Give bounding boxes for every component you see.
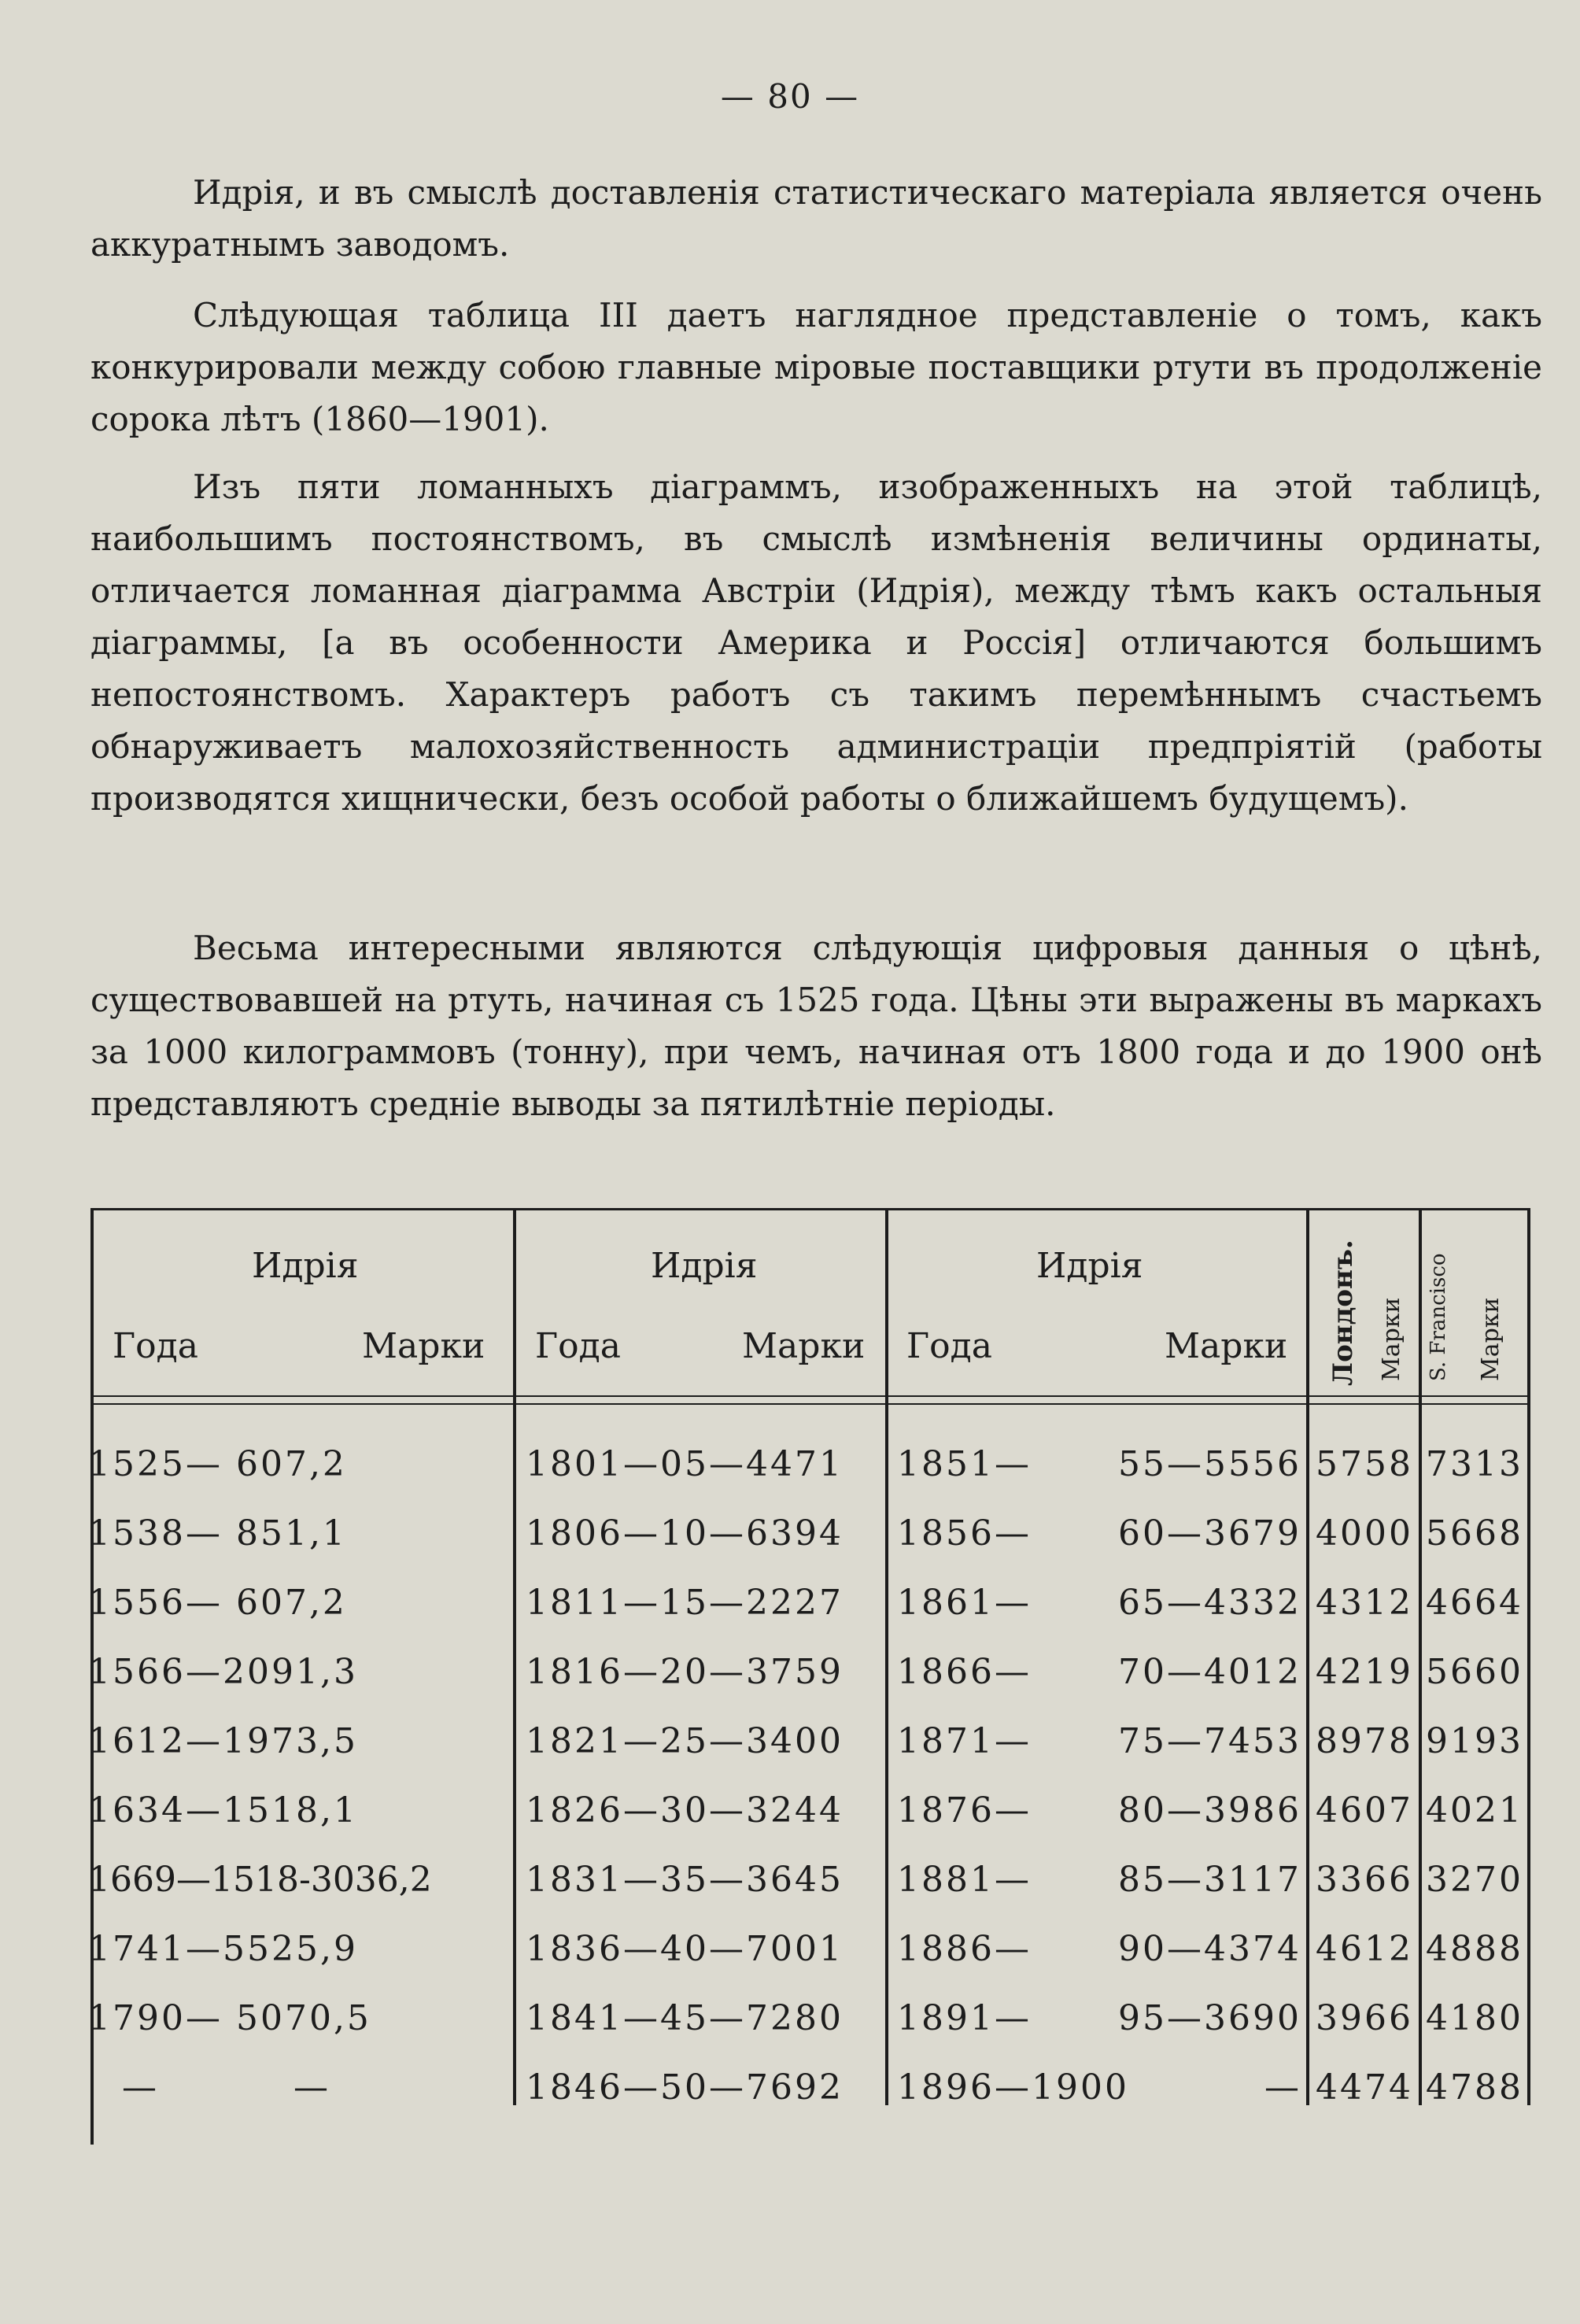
header-rule-2: [90, 1403, 1530, 1405]
cell-col3-marks: 60—3679: [1118, 1513, 1301, 1554]
paragraph-1: Идрія, и въ смыслѣ доставленія статистическаго матеріала является очень аккуратнымъ заводомъ.: [90, 173, 1542, 264]
cell-sf: 3270: [1426, 1860, 1523, 1900]
group-header-2: Идрія: [651, 1246, 758, 1286]
sf-header: S. Francisco: [1427, 1253, 1450, 1381]
cell-col1: 1669—1518-3036,2: [88, 1860, 432, 1900]
cell-sf: 4664: [1426, 1583, 1523, 1623]
cell-london: 4000: [1316, 1513, 1413, 1554]
cell-london: 5758: [1316, 1444, 1413, 1484]
cell-col3-year: 1866—: [897, 1652, 1032, 1692]
subheader-marks-3: Марки: [1165, 1326, 1288, 1366]
cell-col2: 1841—45—7280: [526, 1998, 844, 2038]
cell-col3-year: 1876—: [897, 1790, 1032, 1831]
vline-5: [1527, 1208, 1530, 2105]
paragraph-2: Слѣдующая таблица III даетъ наглядное представленіе о томъ, какъ конкурировали между собою главные міровые поставщики ртути въ продолженіе сорока лѣтъ (1860—1901).: [90, 296, 1542, 438]
cell-col3-marks: 65—4332: [1118, 1583, 1301, 1623]
cell-sf: 4888: [1426, 1929, 1523, 1969]
cell-col1: 1556— 607,2: [88, 1583, 347, 1623]
cell-col3-year: 1856—: [897, 1513, 1032, 1554]
subheader-year-3: Года: [906, 1326, 992, 1366]
cell-london: 4607: [1316, 1790, 1413, 1831]
cell-col2: 1816—20—3759: [526, 1652, 844, 1692]
cell-col3-year: 1896—1900: [897, 2067, 1129, 2108]
subheader-year-2: Года: [535, 1326, 621, 1366]
cell-sf: 5660: [1426, 1652, 1523, 1692]
london-header: Лондонъ.: [1327, 1240, 1359, 1386]
group-header-1: Идрія: [252, 1246, 359, 1286]
cell-col1: 1741—5525,9: [88, 1929, 358, 1969]
cell-col3-year: 1886—: [897, 1929, 1032, 1969]
cell-col3-marks: 85—3117: [1118, 1860, 1301, 1900]
subheader-year-1: Года: [113, 1326, 198, 1366]
cell-col1: 1612—1973,5: [88, 1721, 358, 1761]
cell-col1: 1525— 607,2: [88, 1444, 347, 1484]
cell-col3-year: 1891—: [897, 1998, 1032, 2038]
cell-col2: 1846—50—7692: [526, 2067, 844, 2108]
cell-col2: 1826—30—3244: [526, 1790, 844, 1831]
cell-col2: 1821—25—3400: [526, 1721, 844, 1761]
subheader-marks-2: Марки: [742, 1326, 866, 1366]
cell-col3-year: 1851—: [897, 1444, 1032, 1484]
cell-london: 3966: [1316, 1998, 1413, 2038]
group-header-3: Идрія: [1036, 1246, 1143, 1286]
vline-4: [1419, 1208, 1422, 2105]
cell-london: 4474: [1316, 2067, 1413, 2108]
cell-col1: 1634—1518,1: [88, 1790, 358, 1831]
subheader-marks-1: Марки: [362, 1326, 485, 1366]
cell-col3-year: 1861—: [897, 1583, 1032, 1623]
cell-sf: 7313: [1426, 1444, 1523, 1484]
vline-1: [513, 1208, 516, 2105]
paragraph-4: Весьма интересными являются слѣдующія цифровыя данныя о цѣнѣ, существовавшей на ртуть, начиная съ 1525 года. Цѣны эти выражены въ маркахъ за 1000 килограммовъ (тонну), при чемъ, начиная отъ 1800 года и до 1900 онѣ представляютъ средніе выводы за пятилѣтніе періоды.: [90, 929, 1542, 1123]
cell-col2: 1831—35—3645: [526, 1860, 844, 1900]
cell-col3-marks: 70—4012: [1118, 1652, 1301, 1692]
cell-sf: 5668: [1426, 1513, 1523, 1554]
cell-sf: 4180: [1426, 1998, 1523, 2038]
cell-london: 3366: [1316, 1860, 1413, 1900]
cell-col1: 1538— 851,1: [88, 1513, 347, 1554]
header-rule-1: [90, 1395, 1530, 1397]
cell-col3-marks: 95—3690: [1118, 1998, 1301, 2038]
page-number: — 80 —: [720, 77, 860, 116]
cell-col1: 1566—2091,3: [88, 1652, 358, 1692]
sf-subheader: Марки: [1477, 1297, 1504, 1381]
vline-2: [885, 1208, 888, 2105]
cell-col1: 1790— 5070,5: [88, 1998, 371, 2038]
cell-sf: 9193: [1426, 1721, 1523, 1761]
cell-london: 4219: [1316, 1652, 1413, 1692]
cell-col2: 1806—10—6394: [526, 1513, 844, 1554]
cell-col2: 1836—40—7001: [526, 1929, 844, 1969]
cell-col3-year: 1881—: [897, 1860, 1032, 1900]
cell-col1: — —: [122, 2067, 391, 2108]
london-subheader: Марки: [1378, 1297, 1405, 1381]
cell-col3-marks: 75—7453: [1118, 1721, 1301, 1761]
cell-london: 4312: [1316, 1583, 1413, 1623]
cell-col2: 1801—05—4471: [526, 1444, 844, 1484]
price-table: [90, 1208, 1530, 2145]
cell-col2: 1811—15—2227: [526, 1583, 844, 1623]
cell-col3-marks: —: [1264, 2067, 1301, 2108]
cell-london: 8978: [1316, 1721, 1413, 1761]
cell-col3-year: 1871—: [897, 1721, 1032, 1761]
cell-london: 4612: [1316, 1929, 1413, 1969]
cell-sf: 4021: [1426, 1790, 1523, 1831]
paragraph-3: Изъ пяти ломанныхъ діаграммъ, изображенныхъ на этой таблицѣ, наибольшимъ постоянствомъ, въ смыслѣ измѣненія величины ординаты, отличается ломанная діаграмма Австріи (Идрія), между тѣмъ какъ остальныя діаграммы, [а въ особенности Америка и Россія] отличаются большимъ непостоянствомъ. Характеръ работъ съ такимъ перемѣннымъ счастьемъ обнаруживаетъ малохозяйственность администраціи предпріятій (работы производятся хищнически, безъ особой работы о ближайшемъ будущемъ).: [90, 467, 1542, 818]
cell-col3-marks: 55—5556: [1118, 1444, 1301, 1484]
cell-col3-marks: 90—4374: [1118, 1929, 1301, 1969]
cell-col3-marks: 80—3986: [1118, 1790, 1301, 1831]
vline-3: [1306, 1208, 1309, 2105]
table-top-rule: [90, 1208, 1530, 1210]
cell-sf: 4788: [1426, 2067, 1523, 2108]
